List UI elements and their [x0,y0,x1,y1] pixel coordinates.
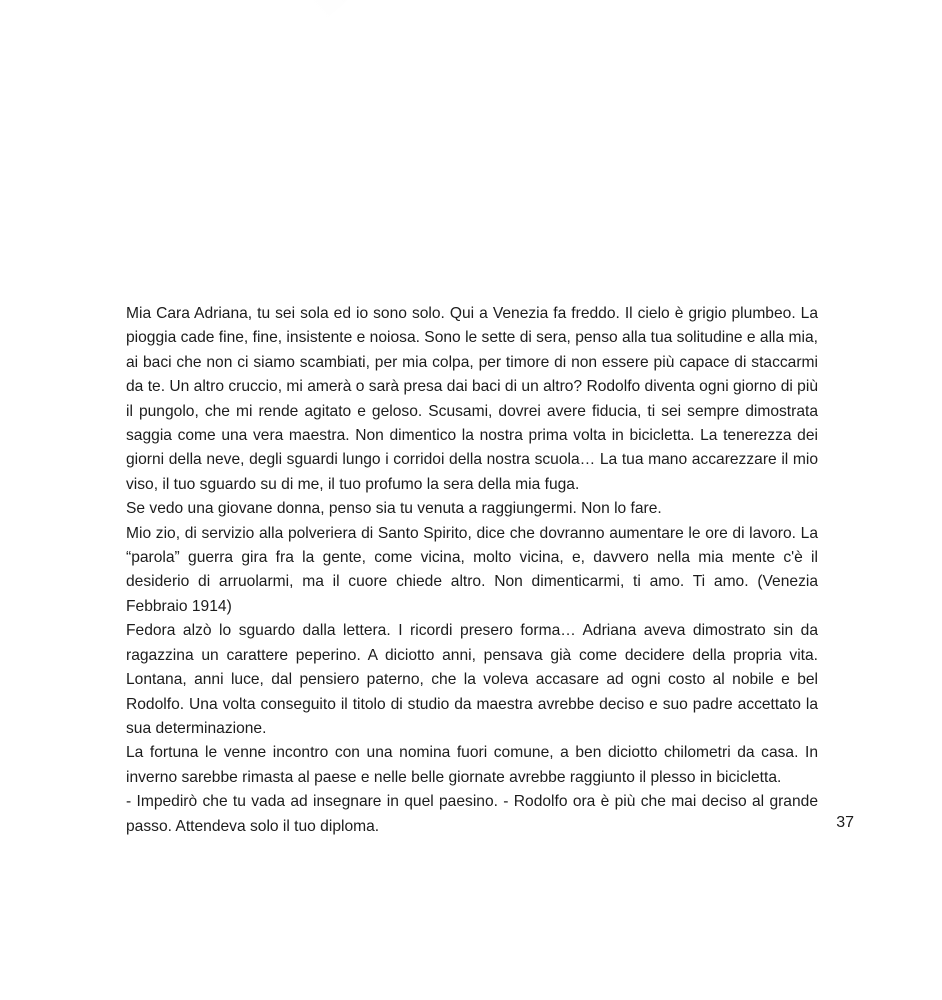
banner-strip [259,0,734,21]
paragraph-letter-opening: Mia Cara Adriana, tu sei sola ed io sono solo. Qui a Venezia fa freddo. Il cielo è grigio plumbeo. La pioggia cade fine, fine, insistente e noiosa. Sono le sette di sera, penso alla tua solitudine e alla mia, ai baci che non ci siamo scambiati, per mia colpa, per timore di non essere più capace di staccarmi da te. Un altro cruccio, mi amerà o sarà presa dai baci di un altro? Rodolfo diventa ogni giorno di più il pungolo, che mi rende agitato e geloso. Scusami, dovrei avere fiducia, ti sei sempre dimostrata saggia come una vera maestra. Non dimentico la nostra prima volta in bicicletta. La tenerezza dei giorni della neve, degli sguardi lungo i corridoi della nostra scuola… La tua mano accarezzare il mio viso, il tuo sguardo su di me, il tuo profumo la sera della mia fuga. [126,305,818,493]
paragraph-fortuna: La fortuna le venne incontro con una nomina fuori comune, a ben diciotto chilometri da casa. In inverno sarebbe rimasta al paese e nelle belle giornate avrebbe raggiunto il plesso in bicicletta. [126,744,818,786]
body-text-block [126,302,818,839]
paragraph-dialogue: - Impedirò che tu vada ad insegnare in quel paesino. - Rodolfo ora è più che mai deciso al grande passo. Attendeva solo il tuo diploma. [126,793,818,835]
header-banner [0,0,942,300]
paragraph-letter-second: Se vedo una giovane donna, penso sia tu venuta a raggiungermi. Non lo fare. [126,500,662,518]
banner-text-group [280,0,726,2]
page-number: 37 [836,814,854,831]
paragraph-letter-closing: Mio zio, di servizio alla polveriera di Santo Spirito, dice che dovranno aumentare le ore di lavoro. La “parola” guerra gira fra la gente, come vicina, molto vicina, e, davvero nella mia mente c'è il desiderio di arruolarmi, ma il cuore chiede altro. Non dimenticarmi, ti amo. Ti amo. (Venezia Febbraio 1914) [126,524,818,615]
paragraph-fedora-memory: Fedora alzò lo sguardo dalla lettera. I ricordi presero forma… Adriana aveva dimostrato sin da ragazzina un carattere peperino. A diciotto anni, pensava già come decidere della propria vita. Lontana, anni luce, dal pensiero paterno, che la voleva accasare ad ogni costo al nobile e bel Rodolfo. Una volta conseguito il titolo di studio da maestra avrebbe deciso e suo padre accettato la sua determinazione. [126,622,818,737]
